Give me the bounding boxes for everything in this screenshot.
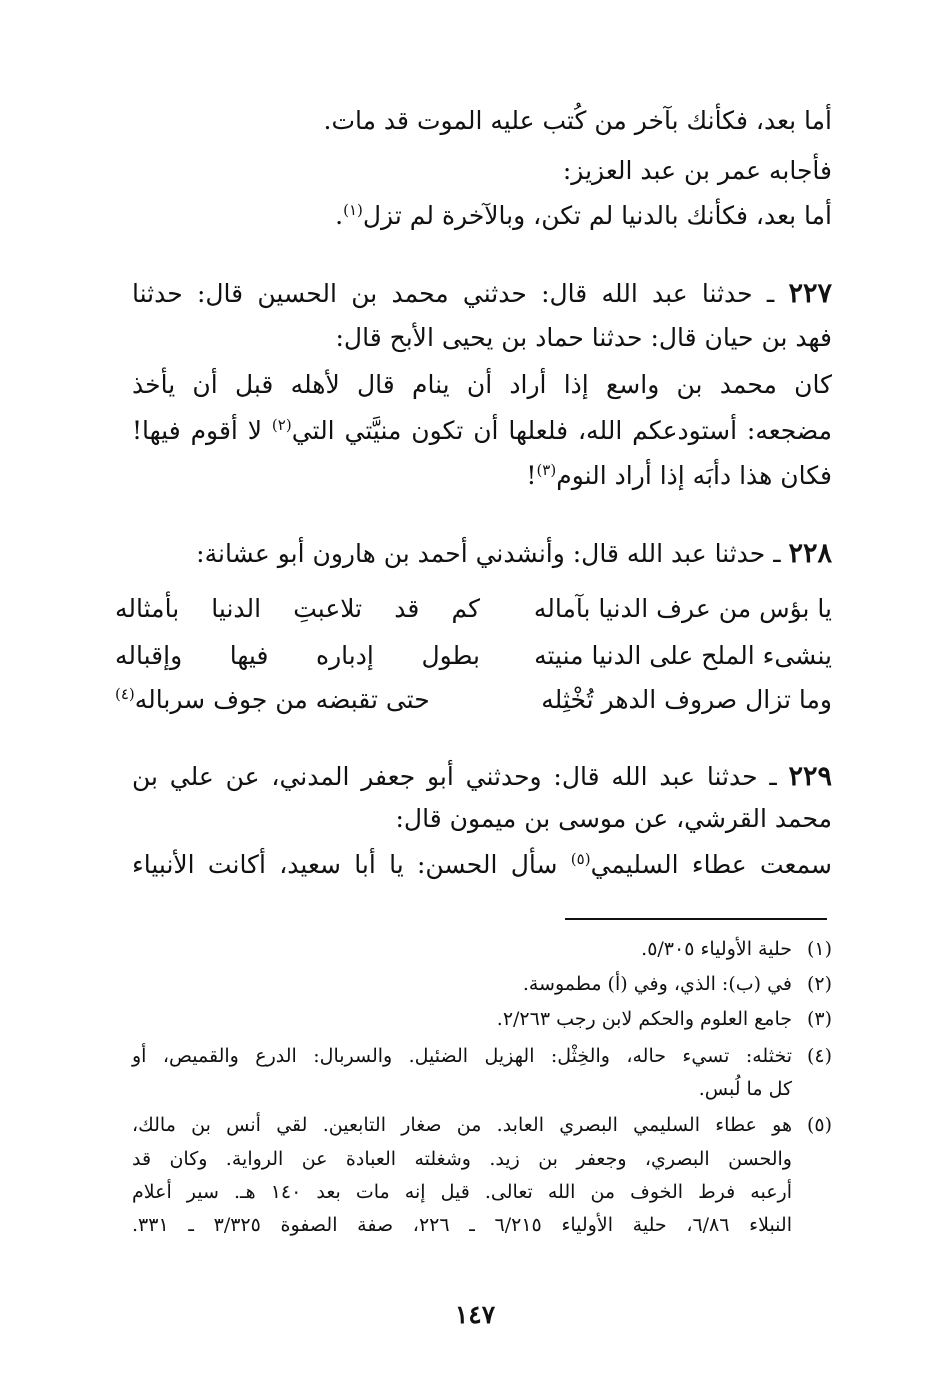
- paragraph-229-line-3-text-b: سأل الحسن: يا أبا سعيد، أكانت الأنبياء: [132, 850, 558, 879]
- paragraph-227-line-4-text-b: لا أقوم فيها!: [132, 416, 263, 445]
- footnote-5-text-line-4: النبلاء ٦/٨٦، حلية الأولياء ٦/٢١٥ ـ ٢٢٦، صفة الصفوة ٣/٣٢٥ ـ ٣٣١.: [132, 1214, 792, 1236]
- paragraph-229-line-1: [132, 763, 832, 790]
- paragraph-227-line-1: [132, 280, 832, 307]
- paragraph-227-line-5-text: فكان هذا دأبَه إذا أراد النوم: [556, 461, 832, 490]
- paragraph-228-line-1-text: ـ حدثنا عبد الله قال: وأنشدني أحمد بن هارون أبو عشانة:: [196, 539, 781, 568]
- paragraph-229-line-2-text: محمد القرشي، عن موسى بن ميمون قال:: [395, 804, 832, 833]
- paragraph-number-229: ٢٢٩: [788, 761, 832, 792]
- paragraph-number-227: ٢٢٧: [788, 278, 832, 309]
- paragraph-229-line-1-text: ـ حدثنا عبد الله قال: وحدثني أبو جعفر المدني، عن علي بن: [132, 762, 777, 791]
- footnote-5-number: (٥): [806, 1114, 832, 1136]
- text-line-1-content: أما بعد، فكأنك بآخر من كُتب عليه الموت قد مات.: [323, 106, 832, 135]
- verse-2-first-hemistich: ينشىء الملح على الدنيا منيته: [534, 641, 832, 670]
- verse-3-second-hemistich: حتى تقبضه من جوف سرباله: [134, 685, 430, 714]
- footnote-ref-3: (٣): [536, 461, 557, 479]
- verse-1-first-hemistich: يا بؤس من عرف الدنيا بآماله: [533, 594, 832, 623]
- footnote-3-text: جامع العلوم والحكم لابن رجب ٢/٢٦٣.: [496, 1008, 792, 1030]
- text-line-1: [132, 108, 832, 133]
- paragraph-229-line-2: [132, 806, 832, 831]
- paragraph-227-line-4-text-a: مضجعه: أستودعكم الله، فلعلها أن تكون منيَّتي التي: [291, 416, 833, 445]
- footnote-4-text-line-1: تخثله: تسيء حاله، والخِثْل: الهزيل الضئيل. والسربال: الدرع والقميص، أو: [132, 1045, 792, 1067]
- footnote-ref-1: (١): [343, 201, 363, 219]
- footnote-5-text-line-2: والحسن البصري، وجعفر بن زيد. وشغلته العبادة عن الرواية. وكان قد: [132, 1148, 792, 1170]
- footnote-2-number: (٢): [806, 973, 832, 995]
- footnote-ref-5: (٥): [570, 850, 591, 868]
- footnote-3-number: (٣): [806, 1008, 832, 1030]
- paragraph-227-line-3: [132, 372, 832, 397]
- page-number: ١٤٧: [454, 1300, 496, 1329]
- footnote-5-text-line-3: أرعبه فرط الخوف من الله تعالى. قيل إنه مات بعد ١٤٠ هـ. سير أعلام: [132, 1181, 792, 1203]
- verse-3-first-hemistich: وما تزال صروف الدهر تُخْثِله: [541, 685, 832, 714]
- footnote-4-text-line-2: كل ما لُبس.: [698, 1078, 792, 1100]
- verse-1-second-hemistich: كم قد تلاعبتِ الدنيا بأمثاله: [115, 594, 480, 623]
- paragraph-number-228: ٢٢٨: [788, 538, 832, 569]
- text-line-2: [132, 158, 832, 183]
- paragraph-228-line-1: [132, 540, 832, 567]
- paragraph-227-line-2-text: فهد بن حيان قال: حدثنا حماد بن يحيى الأبح قال:: [335, 323, 832, 352]
- verse-3-second-hemistich-wrap: [115, 687, 480, 712]
- paragraph-227-line-2: [132, 325, 832, 350]
- text-line-3-content: أما بعد، فكأنك بالدنيا لم تكن، وبالآخرة لم تزل: [362, 201, 832, 230]
- text-line-2-content: فأجابه عمر بن عبد العزيز:: [562, 156, 832, 185]
- text-line-3: [132, 203, 832, 228]
- paragraph-227-line-1-text: ـ حدثنا عبد الله قال: حدثني محمد بن الحسين قال: حدثنا: [132, 279, 775, 308]
- footnote-5-text-line-1: هو عطاء السليمي البصري العابد. من صغار التابعين. لقي أنس بن مالك،: [132, 1114, 792, 1136]
- text-line-3-end: .: [335, 201, 344, 230]
- paragraph-227-line-5-end: !: [526, 461, 537, 490]
- paragraph-227-line-4: [132, 418, 832, 443]
- paragraph-227-line-3-text: كان محمد بن واسع إذا أراد أن ينام قال لأهله قبل أن يأخذ: [132, 370, 832, 399]
- footnote-4-number: (٤): [806, 1045, 832, 1067]
- footnote-separator: [565, 918, 827, 920]
- footnote-ref-4: (٤): [115, 685, 135, 703]
- paragraph-227-line-5: [132, 463, 832, 488]
- paragraph-229-line-3-text-a: سمعت عطاء السليمي: [590, 850, 832, 879]
- footnote-1-number: (١): [806, 938, 832, 960]
- paragraph-229-line-3: [132, 852, 832, 877]
- footnote-ref-2: (٢): [271, 416, 292, 434]
- footnote-1-text: حلية الأولياء ٥/٣٠٥.: [641, 938, 792, 960]
- verse-2-second-hemistich: بطول إدباره فيها وإقباله: [115, 641, 480, 670]
- footnote-2-text: في (ب): الذي، وفي (أ) مطموسة.: [522, 973, 792, 995]
